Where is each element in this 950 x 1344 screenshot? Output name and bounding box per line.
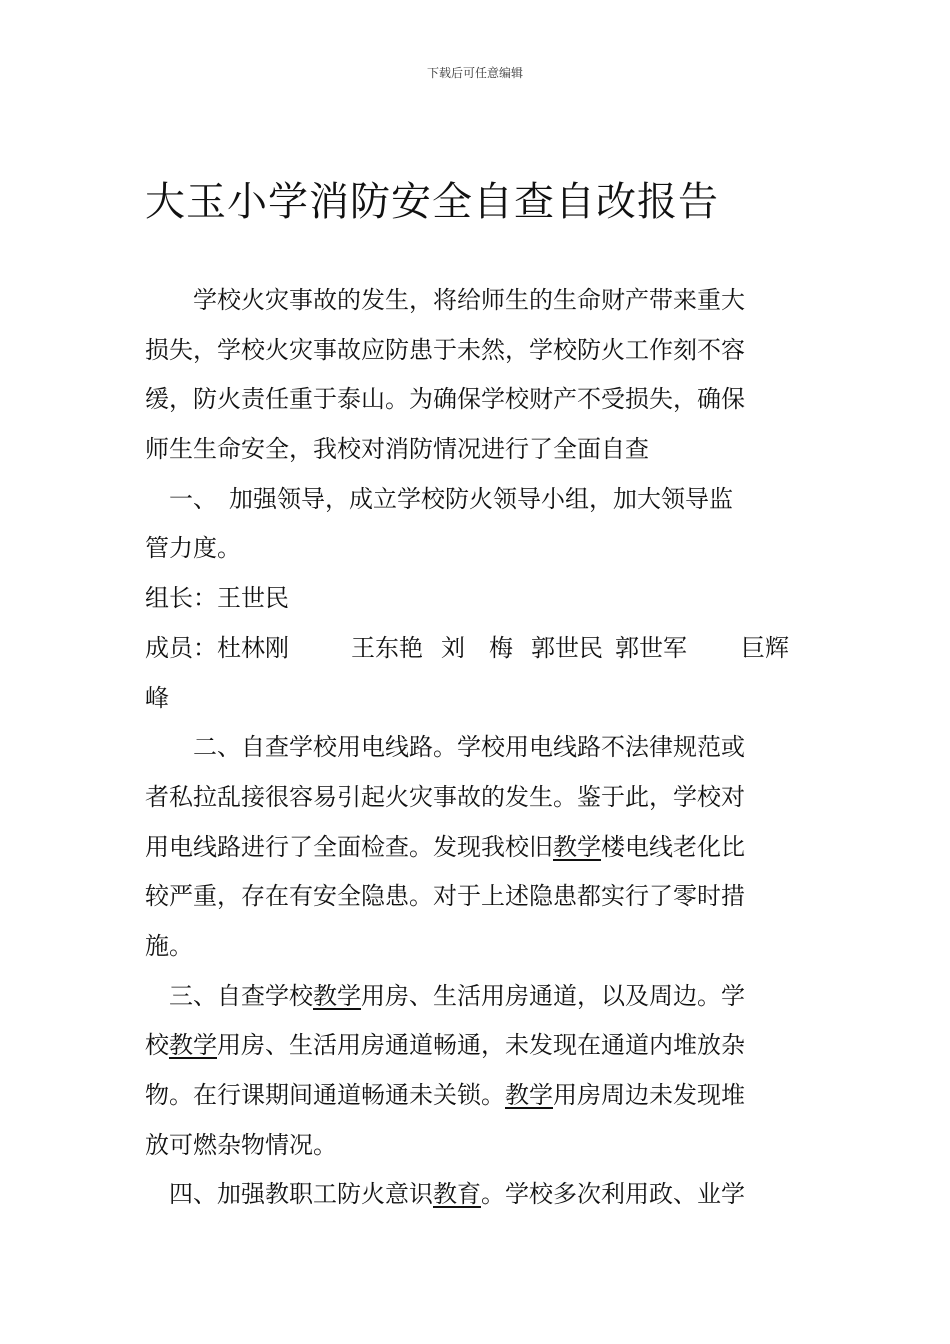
member-name: 郭世军 bbox=[615, 634, 687, 662]
section-2-line: 施。 bbox=[145, 932, 193, 960]
section-3-line: 校教学用房、生活用房通道畅通，未发现在通道内堆放杂 bbox=[145, 1031, 745, 1059]
member-name: 郭世民 bbox=[531, 634, 603, 662]
section-2-line: 者私拉乱接很容易引起火灾事故的发生。鉴于此，学校对 bbox=[145, 783, 745, 811]
section-3-line: 三、自查学校教学用房、生活用房通道，以及周边。学 bbox=[145, 982, 745, 1010]
member-name: 王东艳 bbox=[351, 634, 423, 662]
paragraph-line: 学校火灾事故的发生，将给师生的生命财产带来重大 bbox=[145, 286, 745, 314]
underlined-term: 教育 bbox=[433, 1180, 481, 1208]
underlined-term: 教学 bbox=[505, 1081, 553, 1109]
member-name: 巨辉 bbox=[741, 634, 789, 662]
underlined-term: 教学 bbox=[313, 982, 361, 1010]
section-2-line: 用电线路进行了全面检查。发现我校旧教学楼电线老化比 bbox=[145, 833, 745, 861]
underlined-term: 教学 bbox=[553, 833, 601, 861]
paragraph-line: 损失，学校火灾事故应防患于未然，学校防火工作刻不容 bbox=[145, 336, 745, 364]
paragraph-line: 缓，防火责任重于泰山。为确保学校财产不受损失，确保 bbox=[145, 385, 745, 413]
page-title: 大玉小学消防安全自查自改报告 bbox=[145, 179, 719, 225]
group-members bbox=[145, 630, 815, 666]
member-name: 刘 梅 bbox=[441, 634, 513, 662]
section-2-line: 二、自查学校用电线路。学校用电线路不法律规范或 bbox=[145, 733, 745, 761]
member-prefix: 成员：杜林刚 bbox=[145, 634, 289, 662]
section-2-line: 较严重，存在有安全隐患。对于上述隐患都实行了零时措 bbox=[145, 882, 745, 910]
section-3-line: 放可燃杂物情况。 bbox=[145, 1131, 337, 1159]
member-name-cont: 峰 bbox=[145, 684, 169, 712]
section-1-line: 管力度。 bbox=[145, 534, 241, 562]
underlined-term: 教学 bbox=[169, 1031, 217, 1059]
page-header: 下载后可任意编辑 bbox=[426, 66, 523, 80]
paragraph-line: 师生生命安全，我校对消防情况进行了全面自查 bbox=[145, 435, 649, 463]
group-leader: 组长：王世民 bbox=[145, 584, 289, 612]
section-1-line: 一、 加强领导，成立学校防火领导小组，加大领导监 bbox=[145, 485, 733, 513]
section-4-line: 四、加强教职工防火意识教育。学校多次利用政、业学 bbox=[145, 1180, 745, 1208]
section-3-line: 物。在行课期间通道畅通未关锁。教学用房周边未发现堆 bbox=[145, 1081, 745, 1109]
